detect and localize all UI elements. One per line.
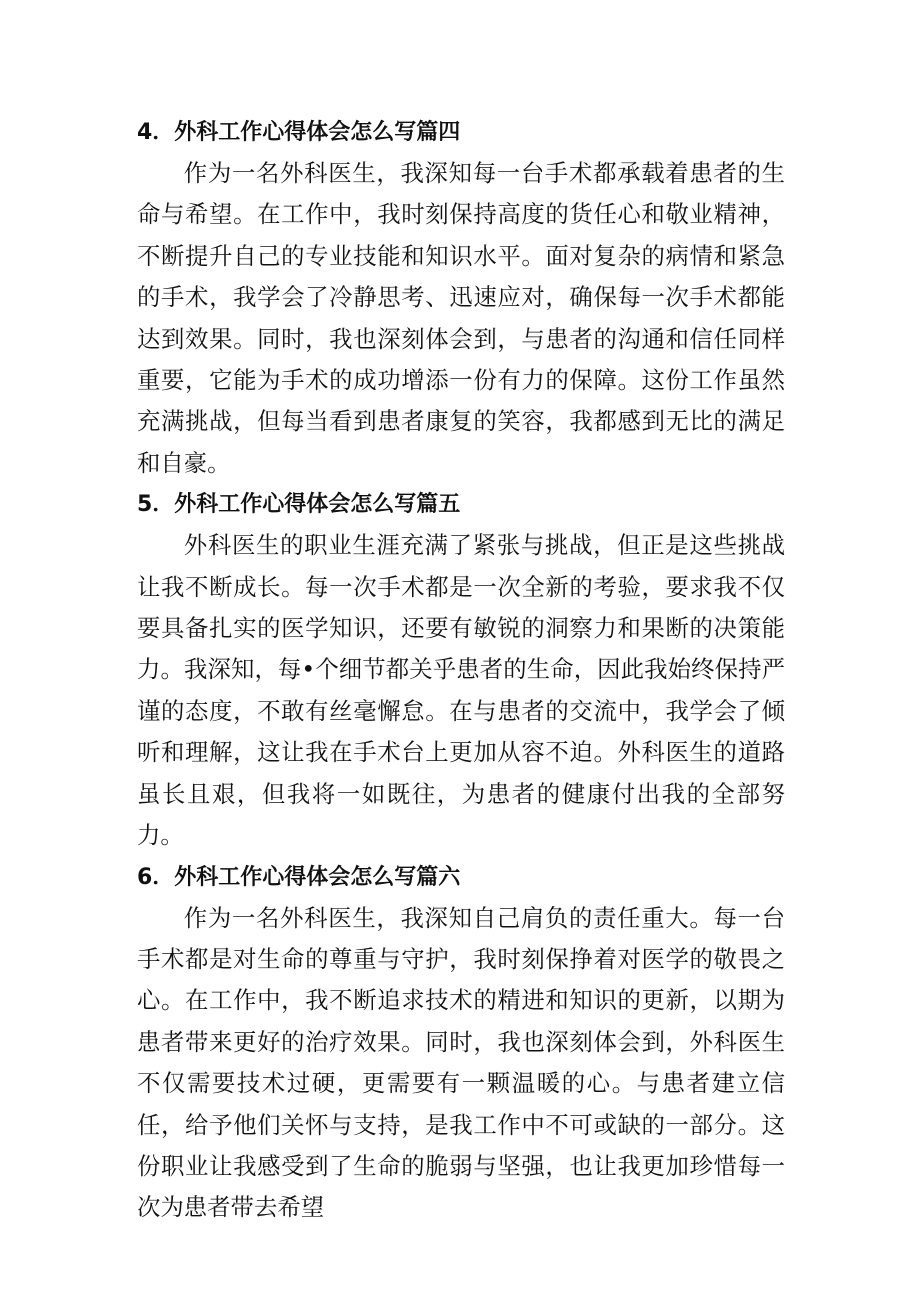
document-content (137, 112, 785, 1229)
section-6 (137, 857, 785, 1229)
section-paragraph: 作为一名外科医生，我深知自己肩负的责任重大。每一台手术都是对生命的尊重与守护，我时刻保挣着对医学的敬畏之心。在工作中，我不断追求技术的精进和知识的更新，以期为患者带来更好的治疗效果。同时，我也深刻体会到，外科医生不仅需要技术过硬，更需要有一颗温暖的心。与患者建立信任，给予他们关怀与支持，是我工作中不可或缺的一部分。这份职业让我感受到了生命的脆弱与坚强，也让我更加珍惜每一次为患者带去希望 (137, 903, 785, 1222)
section-heading: 6．外科工作心得体会怎么写篇六 (137, 864, 461, 890)
section-4 (137, 112, 785, 484)
section-paragraph: 外科医生的职业生涯充满了紧张与挑战，但正是这些挑战让我不断成长。每一次手术都是一次全新的考验，要求我不仅要具备扎实的医学知识，还要有敏锐的洞察力和果断的决策能力。我深知，每•个细节都关乎患者的生命，因此我始终保持严谨的态度，不敢有丝毫懈怠。在与患者的交流中，我学会了倾听和理解，这让我在手术台上更加从容不迫。外科医生的道路虽长且艰，但我将一如既往，为患者的健康付出我的全部努力。 (137, 531, 785, 850)
section-paragraph: 作为一名外科医生，我深知每一台手术都承载着患者的生命与希望。在工作中，我时刻保持高度的货任心和敬业精神，不断提升自己的专业技能和知识水平。面对复杂的病情和紧急的手术，我学会了冷静思考、迅速应对，确保每一次手术都能达到效果。同时，我也深刻体会到，与患者的沟通和信任同样重要，它能为手术的成功增添一份有力的保障。这份工作虽然充满挑战，但每当看到患者康复的笑容，我都感到无比的满足和自豪。 (137, 159, 785, 477)
section-heading: 5．外科工作心得体会怎么写篇五 (137, 492, 461, 518)
section-5 (137, 484, 785, 856)
section-heading: 4．外科工作心得体会怎么写篇四 (137, 120, 461, 145)
